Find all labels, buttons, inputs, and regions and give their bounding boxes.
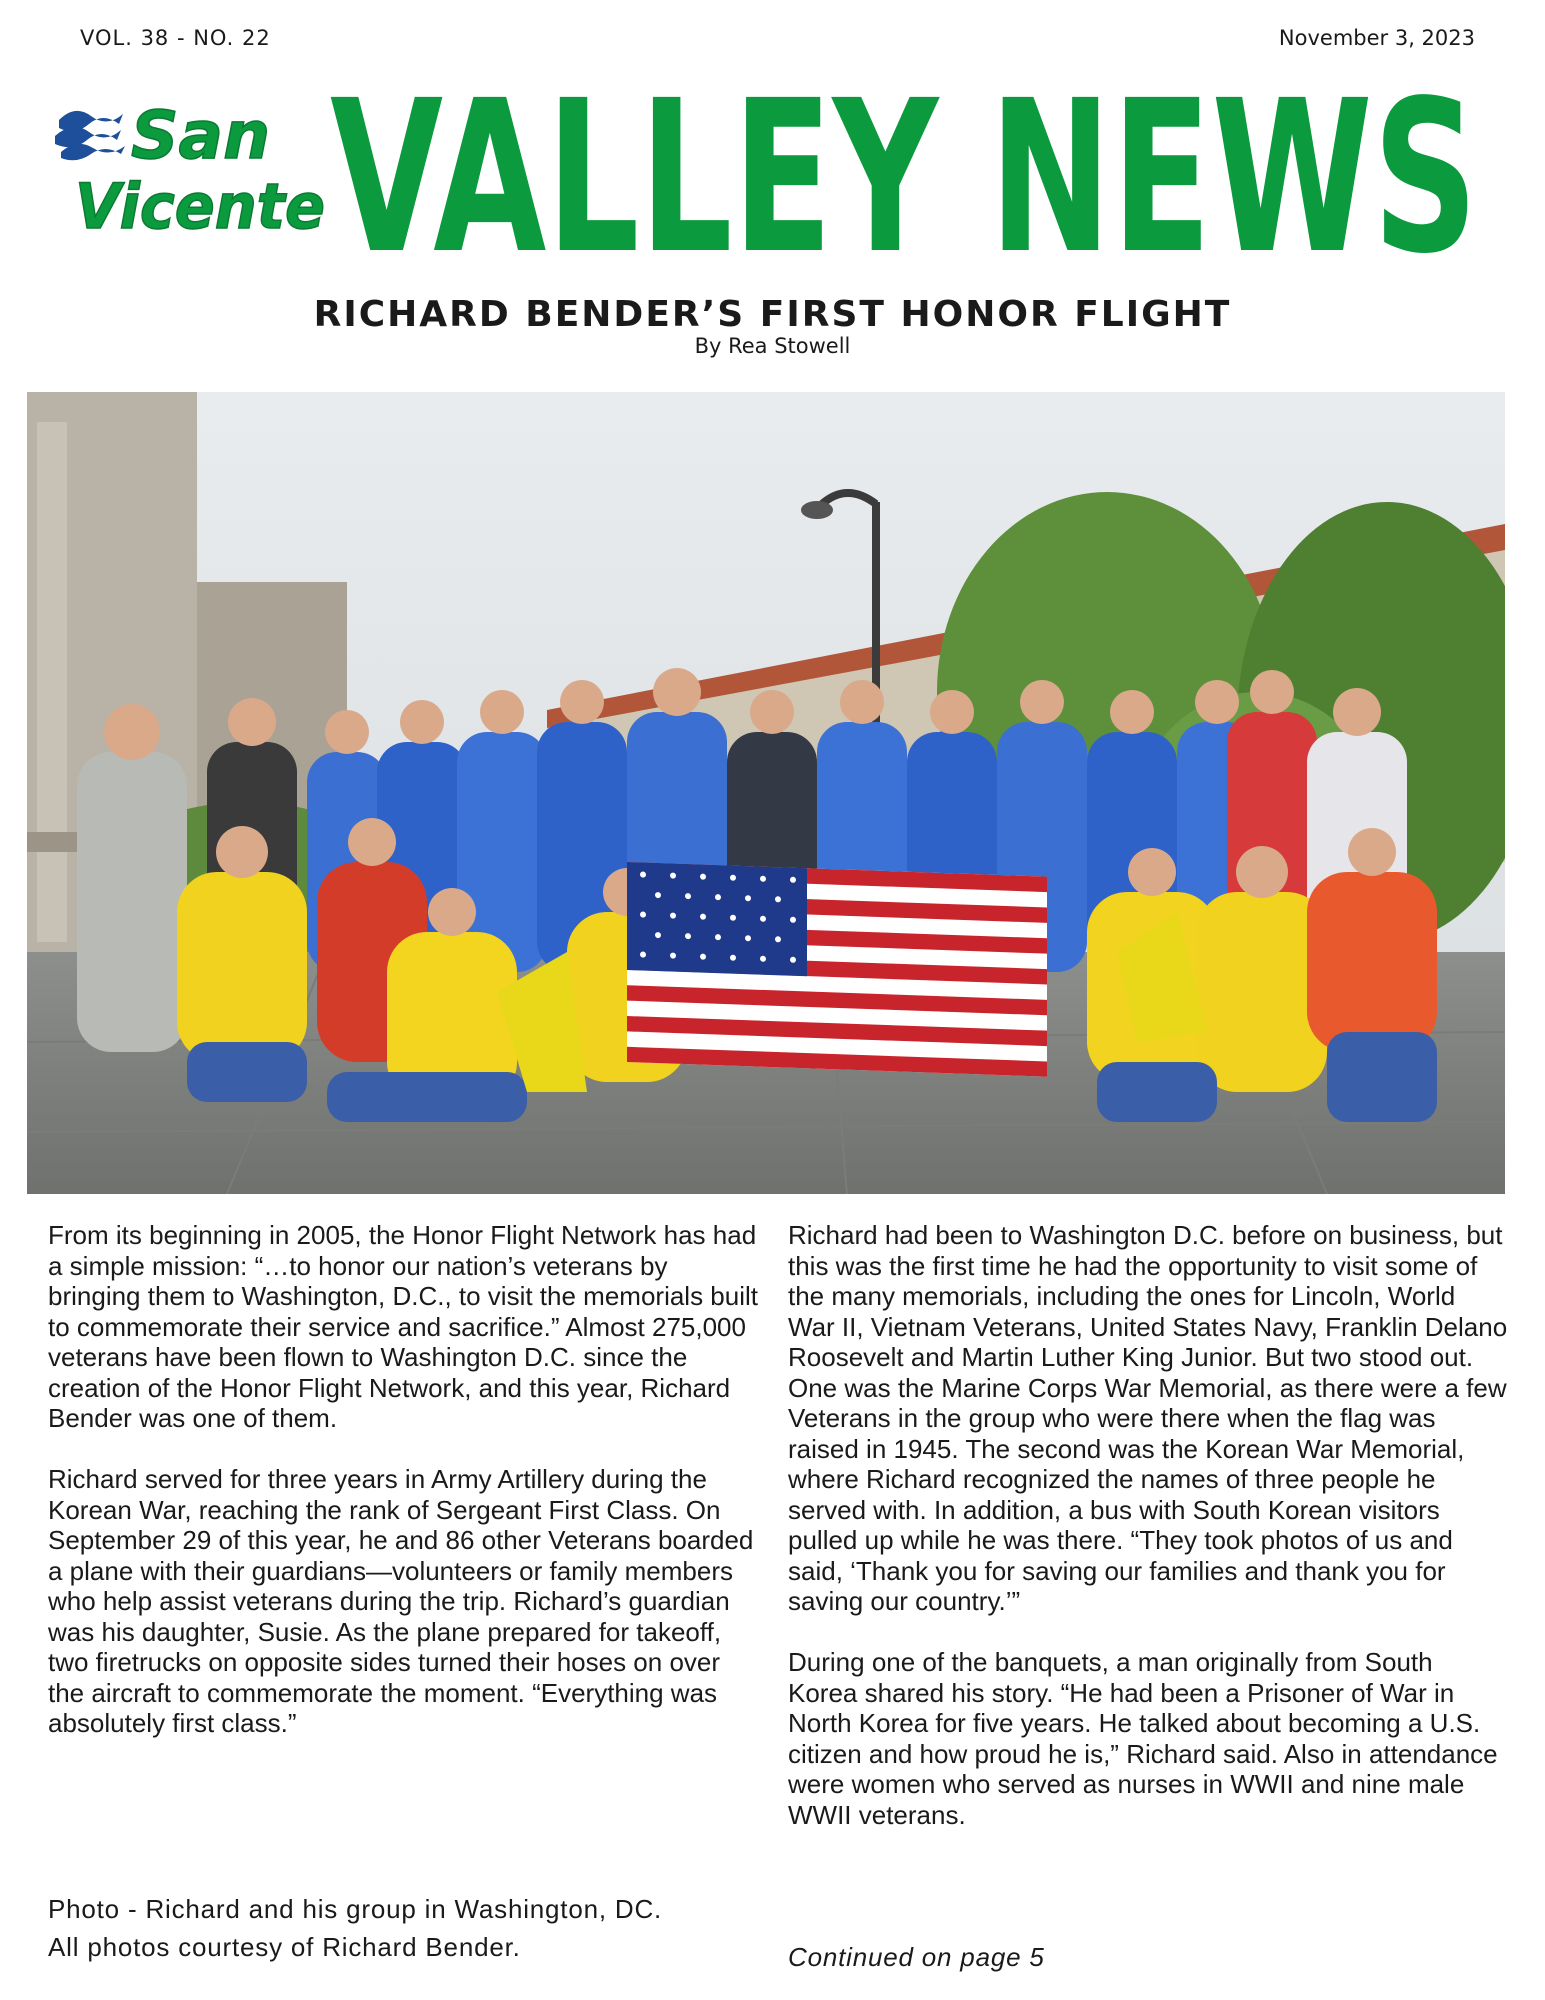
article-paragraph: During one of the banquets, a man originally from South Korea shared his story. “He had been a Prisoner of War in North Korea for five years. He talked about becoming a U.S. citizen and how proud he is,” Richard said. Also in attendance were women who served as nurses in WWII and nine male WWII veterans. [788, 1647, 1498, 1830]
san-vicente-logo [55, 92, 333, 242]
article-byline: By Rea Stowell [694, 334, 851, 358]
caption-credit: All photos courtesy of Richard Bender. [48, 1932, 521, 1962]
group-photo [27, 392, 1505, 1194]
masthead-text: VALLEY NEWS [330, 72, 1478, 262]
logo-vicente-text: Vicente [75, 170, 325, 242]
article-right-column [788, 1220, 1508, 1861]
continued-note: Continued on page 5 [788, 1942, 1045, 1972]
photo-caption [48, 1890, 768, 1966]
masthead-title [330, 72, 1480, 262]
logo-san-text: San [131, 97, 271, 174]
waves-icon [55, 111, 125, 160]
article-paragraph: Richard served for three years in Army Artillery during the Korean War, reaching the rank of Sergeant First Class. On September 29 of this year, he and 86 other Veterans boarded a plane with their guardians—volunteers or family members who help assist veterans during the trip. Richard’s guardian was his daughter, Susie. As the plane prepared for takeoff, two firetrucks on opposite sides turned their hoses on over the aircraft to commemorate the moment. “Everything was absolutely first class.” [48, 1464, 754, 1738]
issue-date: November 3, 2023 [1278, 26, 1475, 50]
volume-number: VOL. 38 - NO. 22 [80, 26, 271, 50]
article-headline: RICHARD BENDER’S FIRST HONOR FLIGHT [313, 294, 1232, 335]
article-left-column [48, 1220, 763, 1769]
article-paragraph: From its beginning in 2005, the Honor Flight Network has had a simple mission: “…to honor our nation’s veterans by bringing them to Washington, D.C., to visit the memorials built to commemorate their service and sacrifice.” Almost 275,000 veterans have been flown to Washington D.C. since the creation of the Honor Flight Network, and this year, Richard Bender was one of them. [48, 1220, 758, 1433]
caption-line: Photo - Richard and his group in Washington, DC. [48, 1894, 663, 1924]
article-paragraph: Richard had been to Washington D.C. before on business, but this was the first time he had the opportunity to visit some of the many memorials, including the ones for Lincoln, World War II, Vietnam Veterans, United States Navy, Franklin Delano Roosevelt and Martin Luther King Junior. But two stood out. One was the Marine Corps War Memorial, as there were a few Veterans in the group who were there when the flag was raised in 1945. The second was the Korean War Memorial, where Richard recognized the names of three people he served with. In addition, a bus with South Korean visitors pulled up while he was there. “They took photos of us and said, ‘Thank you for saving our families and thank you for saving our country.’” [788, 1220, 1508, 1616]
